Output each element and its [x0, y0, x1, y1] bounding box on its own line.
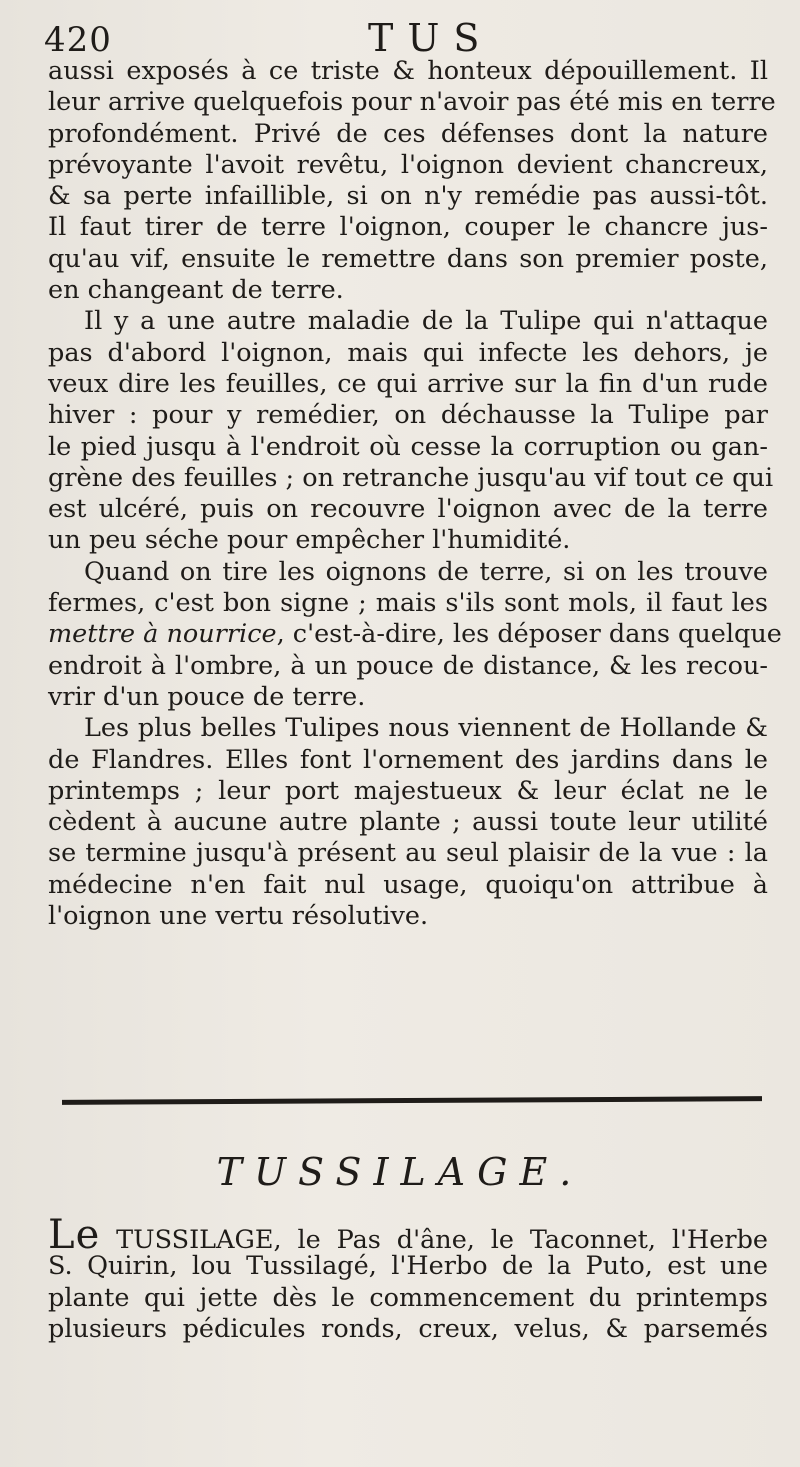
- text-line: Il faut tirer de terre l'oignon, couper le chancre jus-: [48, 212, 768, 243]
- text-line: plusieurs pédicules ronds, creux, velus, & parsemés: [48, 1313, 768, 1344]
- paragraph-start: Il y a une autre maladie de la Tulipe qui n'attaque: [84, 306, 768, 337]
- drop-cap: Le: [48, 1212, 101, 1258]
- text-line: l'oignon une vertu résolutive.: [48, 901, 429, 932]
- paragraph-start: Les plus belles Tulipes nous viennent de Hollande &: [84, 713, 768, 744]
- section-title: TUSSILAGE.: [216, 1150, 584, 1194]
- text-line: est ulcéré, puis on recouvre l'oignon avec de la terre: [48, 494, 768, 525]
- page-header: [0, 14, 800, 58]
- text-line: fermes, c'est bon signe ; mais s'ils sont mols, il faut les: [48, 588, 768, 619]
- text-line: de Flandres. Elles font l'ornement des jardins dans le: [48, 744, 768, 775]
- text-line: leur arrive quelquefois pour n'avoir pas été mis en terre: [48, 87, 776, 118]
- text-line-rest: , c'est-à-dire, les déposer dans quelque: [276, 619, 782, 650]
- text-line: pas d'abord l'oignon, mais qui infecte les dehors, je: [48, 337, 768, 368]
- text-line-mixed: [48, 619, 782, 650]
- paragraph-start: Quand on tire les oignons de terre, si on les trouve: [84, 556, 768, 587]
- text-line: qu'au vif, ensuite le remettre dans son premier poste,: [48, 243, 768, 274]
- section-divider: [62, 1096, 762, 1105]
- first-line: [48, 1212, 768, 1258]
- running-head: TUS: [368, 16, 494, 60]
- text-line: & sa perte infaillible, si on n'y remédie pas aussi-tôt.: [48, 181, 768, 212]
- text-line: veux dire les feuilles, ce qui arrive sur la fin d'un rude: [48, 368, 768, 399]
- text-line: un peu séche pour empêcher l'humidité.: [48, 525, 571, 556]
- text-line: plante qui jette dès le commencement du printemps: [48, 1282, 768, 1313]
- text-line: endroit à l'ombre, à un pouce de distance, & les recou-: [48, 650, 768, 681]
- section-text-tulipe: [48, 56, 782, 932]
- text-line: se termine jusqu'à présent au seul plaisir de la vue : la: [48, 838, 768, 869]
- text-line: hiver : pour y remédier, on déchausse la Tulipe par: [48, 400, 768, 431]
- text-line: S. Quirin, lou Tussilagé, l'Herbo de la Puto, est une: [48, 1251, 768, 1282]
- text-line: profondément. Privé de ces défenses dont la nature: [48, 118, 768, 149]
- text-line: médecine n'en fait nul usage, quoiqu'on attribue à: [48, 869, 768, 900]
- text-line: en changeant de terre.: [48, 275, 344, 306]
- text-line: vrir d'un pouce de terre.: [48, 681, 366, 712]
- section-text-tussilage: [48, 1212, 768, 1345]
- italic-term: mettre à nourrice: [48, 619, 277, 650]
- text-line: grène des feuilles ; on retranche jusqu'au vif tout ce qui: [48, 462, 774, 493]
- text-line: printemps ; leur port majestueux & leur éclat ne le: [48, 775, 768, 806]
- text-line: cèdent à aucune autre plante ; aussi toute leur utilité: [48, 807, 768, 838]
- first-line-rest: TUSSILAGE, le Pas d'âne, le Taconnet, l'Herbe: [100, 1225, 768, 1255]
- text-line: le pied jusqu à l'endroit où cesse la corruption ou gan-: [48, 431, 768, 462]
- text-line: prévoyante l'avoit revêtu, l'oignon devient chancreux,: [48, 149, 768, 180]
- page-number: 420: [44, 20, 112, 60]
- text-line: aussi exposés à ce triste & honteux dépouillement. Il: [48, 56, 768, 86]
